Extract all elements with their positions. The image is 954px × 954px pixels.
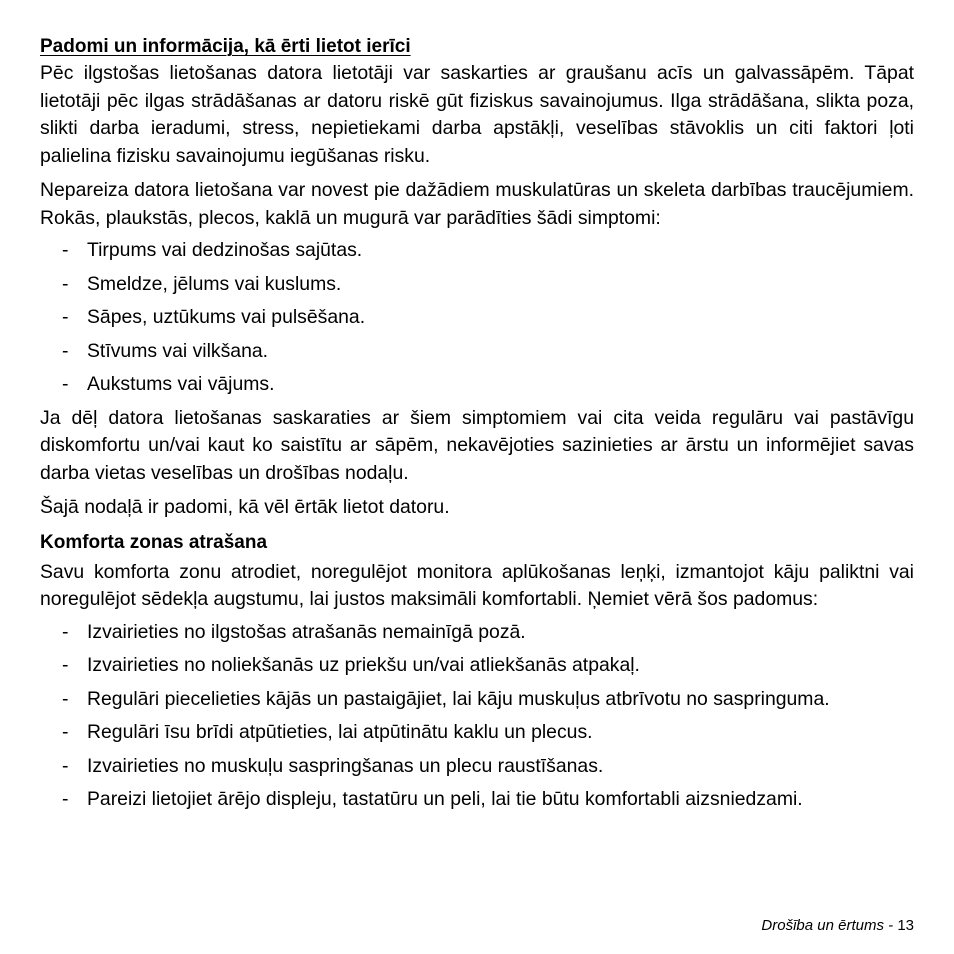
section-heading-comfort-zone: Komforta zonas atrašana [40,531,268,553]
list-dash: - [62,788,69,810]
list-item: - Smeldze, jēlums vai kuslums. [40,271,914,299]
symptoms-list [40,237,914,399]
list-dash: - [62,272,69,295]
list-item: - Izvairieties no ilgstošas atrašanās nemainīgā pozā. [40,619,914,647]
list-item: - Regulāri piecelieties kājās un pastaigājiet, lai kāju muskuļus atbrīvotu no saspringuma. [40,686,914,714]
paragraph-intro: Pēc ilgstošas lietošanas datora lietotāji var saskarties ar graušanu acīs un galvassāpēm. Tāpat lietotāji pēc ilgas strādāšanas ar datoru riskē gūt fiziskus savainojumus. Ilga strādāšana, slikta poza, slikti darba ieradumi, stress, nepietiekami darba apstākļi, veselības stāvoklis un citi faktori ļoti palielina fizisku savainojumu iegūšanas risku. [40,62,914,167]
paragraph-comfort-zone: Savu komforta zonu atrodiet, noregulējot monitora aplūkošanas leņķi, izmantojot kāju paliktni vai noregulējot sēdekļa augstumu, lai justos maksimāli komfortabli. Ņemiet vērā šos padomus: [40,560,914,610]
list-dash: - [62,754,69,777]
list-dash: - [62,687,69,710]
section-title: Padomi un informācija, kā ērti lietot ierīci [40,36,411,57]
list-item: - Izvairieties no noliekšanās uz priekšu un/vai atliekšanās atpakaļ. [40,652,914,680]
list-item: - Pareizi lietojiet ārējo displeju, tastatūru un peli, lai tie būtu komfortabli aizsniedzami. [40,786,914,814]
page-footer [761,917,914,934]
comfort-tips-list [40,619,914,814]
list-item: - Stīvums vai vilkšana. [40,338,914,366]
list-dash: - [62,306,69,328]
list-item: - Sāpes, uztūkums vai pulsēšana. [40,304,914,332]
document-page [40,33,914,820]
paragraph-contact-doctor: Ja dēļ datora lietošanas saskaraties ar šiem simptomiem vai cita veida regulāru vai pastāvīgu diskomfortu un/vai kaut ko saistītu ar sāpēm, nekavējoties sazinieties ar ārstu un informējiet savas darba vietas veselības un drošības nodaļu. [40,406,914,484]
paragraph-disorders: Nepareiza datora lietošana var novest pie dažādiem muskulatūras un skeleta darbības traucējumiem. Rokās, plaukstās, plecos, kaklā un mugurā var parādīties šādi simptomi: [40,179,914,229]
list-dash: - [62,373,69,395]
page-number: 13 [897,917,914,934]
section-heading-tips [40,33,914,60]
list-dash: - [62,620,69,643]
list-dash: - [62,239,69,261]
list-item: - Aukstums vai vājums. [40,371,914,399]
list-item: - Izvairieties no muskuļu saspringšanas un plecu raustīšanas. [40,753,914,781]
footer-section-name: Drošība un ērtums - [761,917,894,934]
list-dash: - [62,721,69,743]
list-item: - Regulāri īsu brīdi atpūtieties, lai atpūtinātu kaklu un plecus. [40,719,914,747]
list-dash: - [62,654,69,676]
list-dash: - [62,339,69,362]
paragraph-chapter-note: Šajā nodaļā ir padomi, kā vēl ērtāk lietot datoru. [40,496,450,518]
list-item: - Tirpums vai dedzinošas sajūtas. [40,237,914,265]
